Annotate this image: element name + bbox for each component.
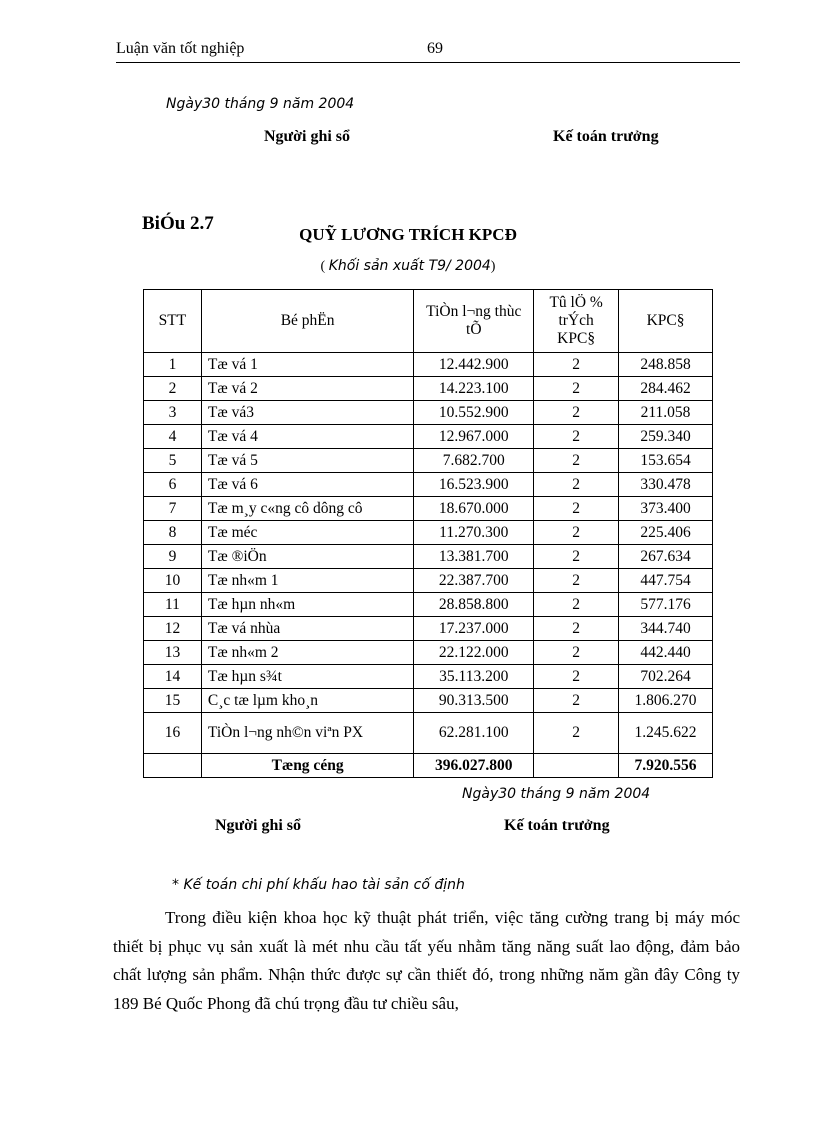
cell-rate: 2 xyxy=(534,665,619,689)
cell-stt: 13 xyxy=(144,641,202,665)
body-paragraph xyxy=(113,904,740,1018)
cell-department: Tæ vá 1 xyxy=(201,353,413,377)
table-row xyxy=(144,569,713,593)
cell-kpcd: 330.478 xyxy=(619,473,713,497)
table-row xyxy=(144,617,713,641)
page-number: 69 xyxy=(427,40,443,57)
running-header-title: Luận văn tốt nghiệp xyxy=(116,40,245,57)
cell-department: Tæ ®iÖn xyxy=(201,545,413,569)
cell-salary: 14.223.100 xyxy=(414,377,534,401)
cell-stt: 5 xyxy=(144,449,202,473)
cell-kpcd: 442.440 xyxy=(619,641,713,665)
table-row xyxy=(144,665,713,689)
cell-kpcd: 267.634 xyxy=(619,545,713,569)
cell-department: Tæ nh«m 1 xyxy=(201,569,413,593)
header-stt: STT xyxy=(144,290,202,353)
cell-kpcd: 1.245.622 xyxy=(619,713,713,754)
paragraph-text: Trong điều kiện khoa học kỹ thuật phát triển, việc tăng cường trang bị máy móc thiết bị phục vụ sản xuất là mét nhu cầu tất yếu nhằm tăng năng suất lao động, đảm bảo chất lượng sản phẩm. Nhận thức được sự cần thiết đó, trong những năm gần đây Công ty 189 Bé Quốc Phong đã chú trọng đầu tư chiều sâu, xyxy=(113,908,740,1013)
header-department: Bé phËn xyxy=(201,290,413,353)
header-kpcd: KPC§ xyxy=(619,290,713,353)
cell-salary: 62.281.100 xyxy=(414,713,534,754)
table-row xyxy=(144,713,713,754)
cell-salary: 18.670.000 xyxy=(414,497,534,521)
table-row xyxy=(144,593,713,617)
cell-stt: 10 xyxy=(144,569,202,593)
top-signature-recorder: Người ghi sổ xyxy=(264,128,351,145)
cell-rate: 2 xyxy=(534,521,619,545)
table-title: QUỸ LƯƠNG TRÍCH KPCĐ xyxy=(299,225,517,244)
cell-salary: 12.442.900 xyxy=(414,353,534,377)
cell-department: Tæ vá nhùa xyxy=(201,617,413,641)
table-row xyxy=(144,425,713,449)
total-empty-stt xyxy=(144,754,202,778)
cell-rate: 2 xyxy=(534,473,619,497)
cell-department: Tæ vá3 xyxy=(201,401,413,425)
table-row xyxy=(144,689,713,713)
cell-kpcd: 284.462 xyxy=(619,377,713,401)
top-signature-chief-accountant: Kế toán trưởng xyxy=(553,128,659,145)
table-row xyxy=(144,521,713,545)
cell-salary: 16.523.900 xyxy=(414,473,534,497)
cell-salary: 10.552.900 xyxy=(414,401,534,425)
cell-kpcd: 1.806.270 xyxy=(619,689,713,713)
table-row xyxy=(144,545,713,569)
cell-department: Tæ hµn s¾t xyxy=(201,665,413,689)
table-row xyxy=(144,497,713,521)
top-signature-date: Ngày30 tháng 9 năm 2004 xyxy=(166,96,355,112)
cell-stt: 15 xyxy=(144,689,202,713)
cell-rate: 2 xyxy=(534,593,619,617)
cell-kpcd: 344.740 xyxy=(619,617,713,641)
cell-stt: 8 xyxy=(144,521,202,545)
cell-stt: 11 xyxy=(144,593,202,617)
cell-salary: 17.237.000 xyxy=(414,617,534,641)
cell-kpcd: 153.654 xyxy=(619,449,713,473)
header-rule xyxy=(116,62,740,63)
table-row xyxy=(144,641,713,665)
cell-salary: 28.858.800 xyxy=(414,593,534,617)
cell-kpcd: 577.176 xyxy=(619,593,713,617)
cell-salary: 11.270.300 xyxy=(414,521,534,545)
cell-department: TiÒn l¬ng nh©n viªn PX xyxy=(201,713,413,754)
cell-kpcd: 225.406 xyxy=(619,521,713,545)
total-label: Tæng céng xyxy=(201,754,413,778)
cell-rate: 2 xyxy=(534,401,619,425)
cell-department: Tæ méc xyxy=(201,521,413,545)
header-actual-salary: TiÒn l¬ng thùc tÕ xyxy=(414,290,534,353)
total-salary: 396.027.800 xyxy=(414,754,534,778)
table-row xyxy=(144,401,713,425)
kpcd-table xyxy=(143,289,713,778)
cell-kpcd: 447.754 xyxy=(619,569,713,593)
table-row xyxy=(144,449,713,473)
cell-rate: 2 xyxy=(534,377,619,401)
cell-stt: 3 xyxy=(144,401,202,425)
cell-kpcd: 248.858 xyxy=(619,353,713,377)
cell-department: C¸c tæ lµm kho¸n xyxy=(201,689,413,713)
cell-kpcd: 211.058 xyxy=(619,401,713,425)
cell-rate: 2 xyxy=(534,497,619,521)
cell-department: Tæ hµn nh«m xyxy=(201,593,413,617)
subtitle-open-paren: ( xyxy=(320,259,329,274)
cell-stt: 2 xyxy=(144,377,202,401)
cell-rate: 2 xyxy=(534,545,619,569)
cell-rate: 2 xyxy=(534,569,619,593)
bottom-signature-chief-accountant: Kế toán trưởng xyxy=(504,817,610,834)
subtitle-text: Khối sản xuất T9/ 2004 xyxy=(328,258,491,274)
cell-salary: 22.122.000 xyxy=(414,641,534,665)
figure-label: BiÓu 2.7 xyxy=(142,213,214,234)
cell-department: Tæ vá 2 xyxy=(201,377,413,401)
table-row xyxy=(144,377,713,401)
header-rate: Tû lÖ % trÝch KPC§ xyxy=(534,290,619,353)
cell-salary: 7.682.700 xyxy=(414,449,534,473)
table-total-row xyxy=(144,754,713,778)
section-heading: * Kế toán chi phí khấu hao tài sản cố định xyxy=(172,877,465,893)
cell-stt: 6 xyxy=(144,473,202,497)
cell-kpcd: 373.400 xyxy=(619,497,713,521)
cell-rate: 2 xyxy=(534,617,619,641)
cell-rate: 2 xyxy=(534,449,619,473)
cell-salary: 12.967.000 xyxy=(414,425,534,449)
cell-department: Tæ vá 5 xyxy=(201,449,413,473)
cell-department: Tæ vá 6 xyxy=(201,473,413,497)
table-row xyxy=(144,473,713,497)
cell-salary: 35.113.200 xyxy=(414,665,534,689)
cell-rate: 2 xyxy=(534,641,619,665)
table-subtitle xyxy=(0,258,816,275)
cell-kpcd: 259.340 xyxy=(619,425,713,449)
total-empty-rate xyxy=(534,754,619,778)
cell-salary: 13.381.700 xyxy=(414,545,534,569)
bottom-signature-date: Ngày30 tháng 9 năm 2004 xyxy=(462,786,651,802)
cell-rate: 2 xyxy=(534,713,619,754)
cell-rate: 2 xyxy=(534,689,619,713)
cell-rate: 2 xyxy=(534,425,619,449)
table-header-row xyxy=(144,290,713,353)
subtitle-close-paren: ) xyxy=(490,259,496,274)
cell-stt: 1 xyxy=(144,353,202,377)
cell-stt: 16 xyxy=(144,713,202,754)
cell-stt: 4 xyxy=(144,425,202,449)
cell-stt: 7 xyxy=(144,497,202,521)
cell-department: Tæ nh«m 2 xyxy=(201,641,413,665)
cell-department: Tæ vá 4 xyxy=(201,425,413,449)
cell-department: Tæ m¸y c«ng cô dông cô xyxy=(201,497,413,521)
cell-rate: 2 xyxy=(534,353,619,377)
cell-salary: 22.387.700 xyxy=(414,569,534,593)
cell-kpcd: 702.264 xyxy=(619,665,713,689)
bottom-signature-recorder: Người ghi sổ xyxy=(215,817,302,834)
total-kpcd: 7.920.556 xyxy=(619,754,713,778)
cell-salary: 90.313.500 xyxy=(414,689,534,713)
cell-stt: 12 xyxy=(144,617,202,641)
cell-stt: 9 xyxy=(144,545,202,569)
cell-stt: 14 xyxy=(144,665,202,689)
table-row xyxy=(144,353,713,377)
